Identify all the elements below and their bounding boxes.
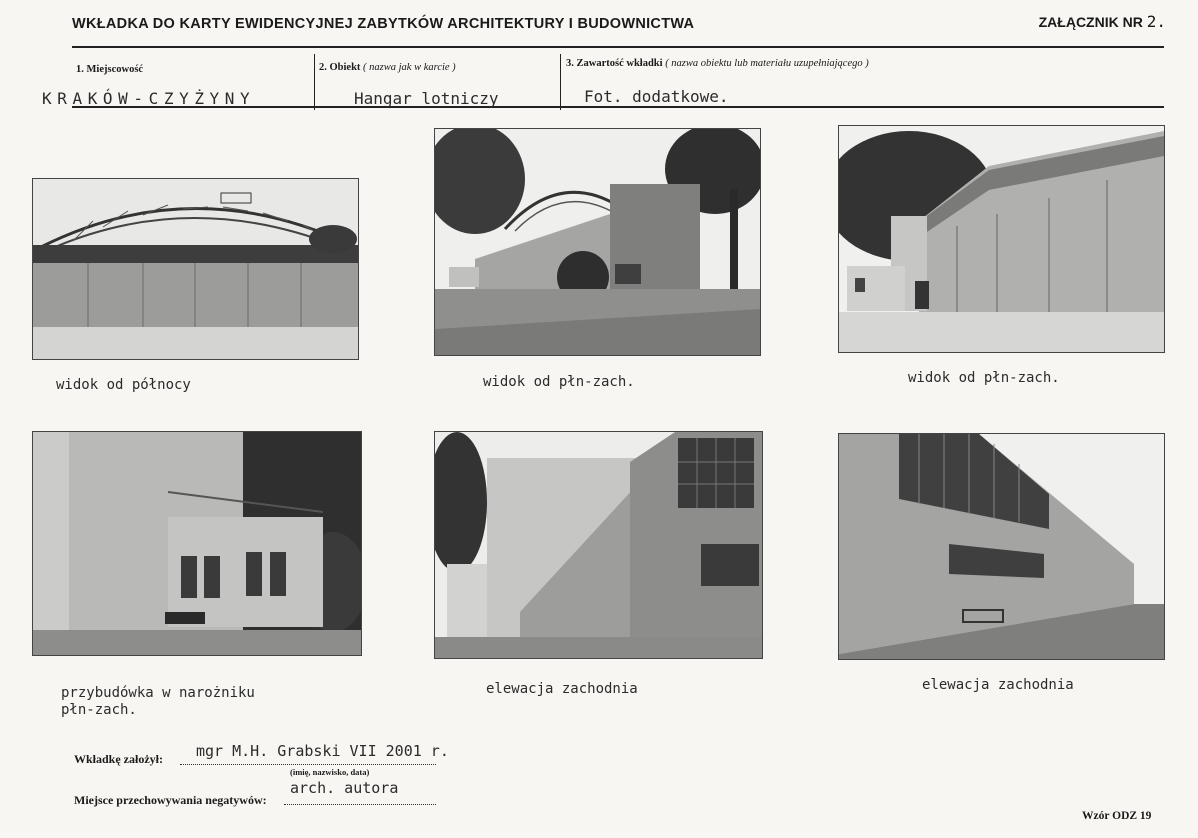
photo-annex (32, 431, 362, 656)
founder-dotted-line (180, 764, 436, 765)
caption-photo-6: elewacja zachodnia (922, 677, 1074, 693)
founder-value: mgr M.H. Grabski VII 2001 r. (196, 742, 449, 760)
photo-west-elevation-2 (838, 433, 1165, 660)
negatives-dotted-line (284, 804, 436, 805)
annex-label-text: ZAŁĄCZNIK NR (1038, 14, 1143, 30)
annex-label (1039, 12, 1166, 31)
locality-value: KRAKÓW-CZYŻYNY (42, 89, 256, 108)
locality-label: 1. Miejscowość (76, 64, 144, 75)
caption-photo-3: widok od płn-zach. (908, 370, 1060, 386)
caption-photo-5: elewacja zachodnia (486, 681, 638, 697)
photo-west-elevation-2-image (839, 434, 1164, 659)
photo-annex-image (33, 432, 361, 655)
field-divider-2 (560, 54, 561, 110)
object-hint: ( nazwa jak w karcie ) (363, 62, 456, 73)
photo-west-elevation-1 (434, 431, 763, 659)
contents-value: Fot. dodatkowe. (584, 87, 729, 106)
photo-north-view (32, 178, 359, 360)
caption-photo-2: widok od płn-zach. (483, 374, 635, 390)
photo-northwest-view-1-image (435, 129, 760, 355)
negatives-label: Miejsce przechowywania negatywów: (74, 793, 267, 807)
photo-west-elevation-1-image (435, 432, 762, 658)
field-divider-1 (314, 54, 315, 110)
object-value: Hangar lotniczy (354, 89, 499, 108)
founder-label: Wkładkę założył: (74, 752, 163, 766)
caption-photo-4: przybudówka w narożniku płn-zach. (61, 685, 255, 718)
contents-label-group (566, 58, 869, 69)
form-title: WKŁADKA DO KARTY EWIDENCYJNEJ ZABYTKÓW ARCHITEKTURY I BUDOWNICTWA (72, 16, 695, 32)
negatives-value: arch. autora (290, 779, 399, 797)
object-label-group (319, 62, 456, 73)
form-code: Wzór ODZ 19 (1082, 810, 1152, 822)
founder-hint: (imię, nazwisko, data) (290, 767, 370, 777)
header-rule-top (72, 46, 1164, 48)
photo-northwest-view-2-image (839, 126, 1164, 352)
photo-northwest-view-1 (434, 128, 761, 356)
contents-hint: ( nazwa obiektu lub materiału uzupełniającego ) (665, 58, 869, 69)
object-label: 2. Obiekt (319, 62, 361, 73)
annex-number: 2. (1146, 12, 1166, 31)
photo-north-view-image (33, 179, 358, 359)
contents-label: 3. Zawartość wkładki (566, 58, 663, 69)
photo-northwest-view-2 (838, 125, 1165, 353)
caption-photo-1: widok od północy (56, 377, 191, 393)
